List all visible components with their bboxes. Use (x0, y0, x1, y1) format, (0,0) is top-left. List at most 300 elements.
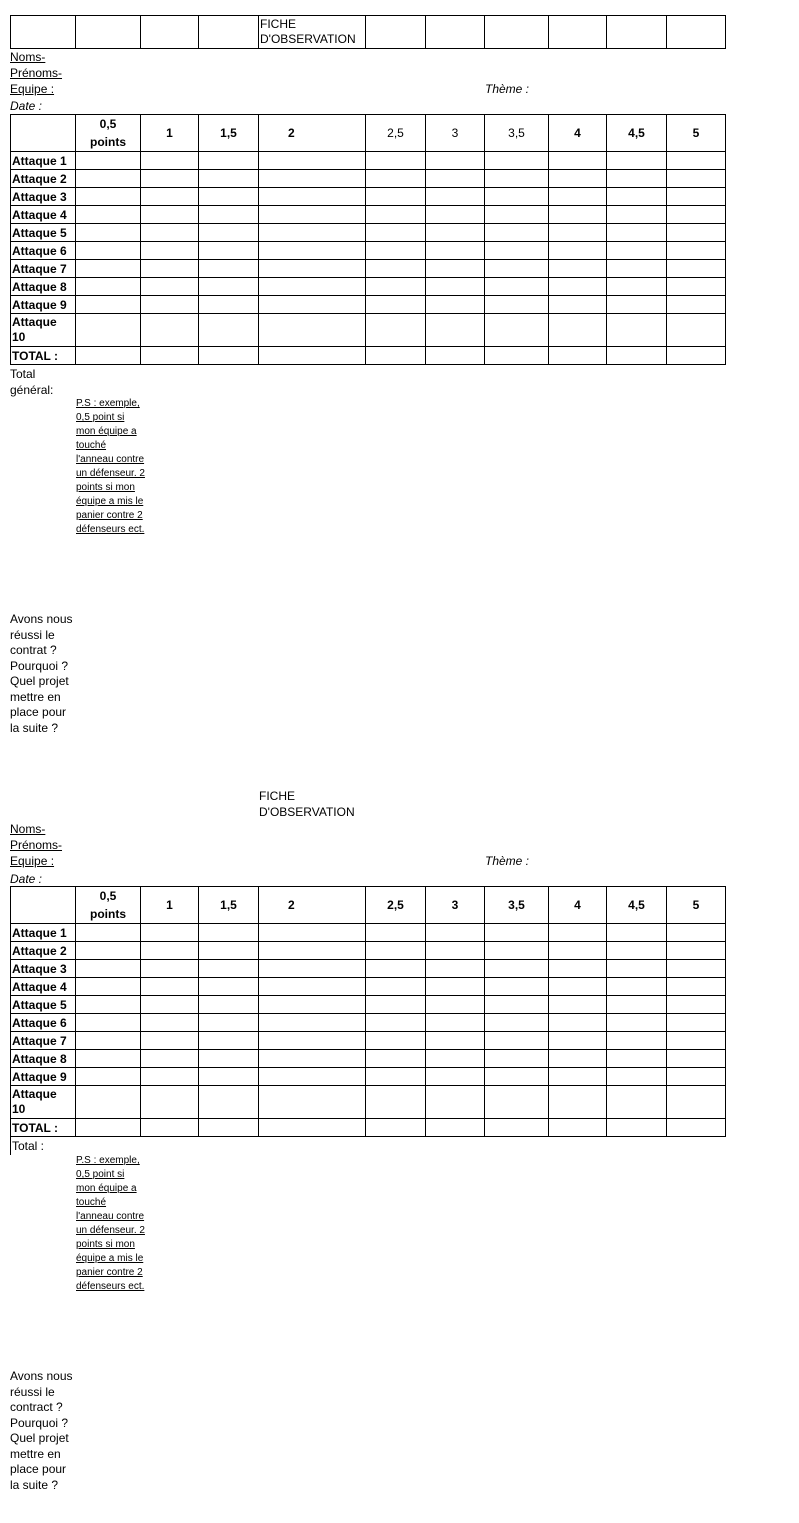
empty-cell[interactable] (11, 16, 76, 49)
score-cell[interactable] (141, 1032, 199, 1050)
empty-cell[interactable] (607, 16, 667, 49)
score-cell[interactable] (607, 1032, 667, 1050)
score-cell[interactable] (259, 347, 366, 365)
score-cell[interactable] (141, 942, 199, 960)
score-cell[interactable] (199, 296, 259, 314)
score-cell[interactable] (366, 242, 426, 260)
score-cell[interactable] (607, 942, 667, 960)
table-row (11, 296, 726, 314)
sheet-title-line-1: FICHE (259, 789, 295, 803)
score-cell[interactable] (141, 960, 199, 978)
score-cell[interactable] (259, 188, 366, 206)
total-label: TOTAL : (11, 1119, 76, 1137)
score-cell[interactable] (76, 1050, 141, 1068)
score-cell[interactable] (259, 960, 366, 978)
score-cell[interactable] (366, 206, 426, 224)
score-cell[interactable] (485, 1068, 549, 1086)
row-label: Attaque 3 (11, 188, 76, 206)
score-cell[interactable] (426, 1032, 485, 1050)
score-cell[interactable] (141, 224, 199, 242)
score-cell[interactable] (607, 1086, 667, 1119)
score-cell[interactable] (199, 924, 259, 942)
column-header: 1,5 (199, 115, 259, 152)
column-header: 4 (549, 115, 607, 152)
row-label: Attaque 10 (11, 1086, 76, 1119)
score-cell[interactable] (366, 224, 426, 242)
table-row (11, 996, 726, 1014)
score-cell[interactable] (259, 978, 366, 996)
score-cell[interactable] (366, 260, 426, 278)
column-header: 2,5 (366, 887, 426, 924)
score-cell[interactable] (199, 978, 259, 996)
empty-cell[interactable] (426, 16, 485, 49)
score-cell[interactable] (366, 347, 426, 365)
score-cell[interactable] (141, 1068, 199, 1086)
score-cell[interactable] (426, 960, 485, 978)
score-cell[interactable] (366, 1014, 426, 1032)
score-cell[interactable] (76, 347, 141, 365)
score-cell[interactable] (485, 314, 549, 347)
score-cell[interactable] (259, 314, 366, 347)
score-cell[interactable] (549, 960, 607, 978)
score-cell[interactable] (76, 314, 141, 347)
noms-label: Noms- (10, 822, 46, 836)
score-cell[interactable] (607, 996, 667, 1014)
total-cell-border (10, 1137, 11, 1155)
score-cell[interactable] (259, 1014, 366, 1032)
score-cell[interactable] (426, 152, 485, 170)
table-row (11, 260, 726, 278)
row-label: Attaque 5 (11, 996, 76, 1014)
score-cell[interactable] (667, 1032, 726, 1050)
total-label: TOTAL : (11, 347, 76, 365)
score-cell[interactable] (141, 170, 199, 188)
total-general-label: Total (10, 367, 36, 381)
row-label: Attaque 9 (11, 296, 76, 314)
empty-cell[interactable] (549, 16, 607, 49)
score-cell[interactable] (607, 347, 667, 365)
score-cell[interactable] (549, 978, 607, 996)
score-cell[interactable] (76, 1086, 141, 1119)
score-cell[interactable] (141, 152, 199, 170)
score-cell[interactable] (76, 978, 141, 996)
score-cell[interactable] (667, 206, 726, 224)
score-cell[interactable] (366, 1032, 426, 1050)
date-label: Date : (10, 872, 43, 886)
row-label: Attaque 1 (11, 924, 76, 942)
score-cell[interactable] (366, 978, 426, 996)
score-cell[interactable] (667, 1068, 726, 1086)
score-cell[interactable] (607, 188, 667, 206)
score-cell[interactable] (141, 206, 199, 224)
score-cell[interactable] (485, 242, 549, 260)
score-cell[interactable] (366, 1086, 426, 1119)
corner-cell (11, 115, 76, 152)
score-cell[interactable] (259, 152, 366, 170)
score-cell[interactable] (549, 260, 607, 278)
date-label: Date : (10, 99, 43, 113)
questions-text: Avons nous réussi le contract ? Pourquoi ? Quel projet mettre en place pour la suite ? (10, 1369, 73, 1492)
score-cell[interactable] (426, 314, 485, 347)
score-cell[interactable] (259, 1086, 366, 1119)
prenoms-label: Prénoms- (10, 66, 63, 80)
score-cell[interactable] (667, 296, 726, 314)
score-cell[interactable] (366, 278, 426, 296)
score-cell[interactable] (549, 188, 607, 206)
score-cell[interactable] (199, 242, 259, 260)
score-cell[interactable] (549, 170, 607, 188)
score-cell[interactable] (485, 924, 549, 942)
score-cell[interactable] (426, 1068, 485, 1086)
score-cell[interactable] (485, 260, 549, 278)
score-cell[interactable] (426, 1086, 485, 1119)
score-cell[interactable] (607, 978, 667, 996)
score-cell[interactable] (549, 1032, 607, 1050)
score-cell[interactable] (485, 1086, 549, 1119)
score-cell[interactable] (607, 960, 667, 978)
score-cell[interactable] (485, 188, 549, 206)
row-label: Attaque 6 (11, 1014, 76, 1032)
score-cell[interactable] (549, 278, 607, 296)
score-cell[interactable] (485, 206, 549, 224)
score-cell[interactable] (426, 1050, 485, 1068)
row-label: Attaque 3 (11, 960, 76, 978)
score-cell[interactable] (76, 942, 141, 960)
score-cell[interactable] (607, 260, 667, 278)
score-cell[interactable] (667, 152, 726, 170)
score-cell[interactable] (426, 260, 485, 278)
score-cell[interactable] (607, 278, 667, 296)
score-cell[interactable] (549, 924, 607, 942)
score-cell[interactable] (259, 942, 366, 960)
score-cell[interactable] (141, 978, 199, 996)
column-header: 5 (667, 115, 726, 152)
score-cell[interactable] (667, 942, 726, 960)
score-cell[interactable] (485, 978, 549, 996)
score-cell[interactable] (141, 924, 199, 942)
score-cell[interactable] (426, 188, 485, 206)
score-cell[interactable] (141, 1050, 199, 1068)
score-cell[interactable] (259, 224, 366, 242)
score-cell[interactable] (76, 242, 141, 260)
score-cell[interactable] (366, 314, 426, 347)
score-cell[interactable] (366, 188, 426, 206)
score-cell[interactable] (549, 347, 607, 365)
score-cell[interactable] (607, 242, 667, 260)
score-cell[interactable] (259, 260, 366, 278)
score-cell[interactable] (141, 260, 199, 278)
score-cell[interactable] (199, 996, 259, 1014)
score-cell[interactable] (667, 314, 726, 347)
score-cell[interactable] (259, 1068, 366, 1086)
score-cell[interactable] (366, 296, 426, 314)
title-line-1: FICHE (260, 17, 296, 31)
table-row (11, 942, 726, 960)
score-cell[interactable] (199, 1032, 259, 1050)
score-cell[interactable] (607, 296, 667, 314)
empty-cell[interactable] (199, 16, 259, 49)
score-cell[interactable] (366, 152, 426, 170)
score-cell[interactable] (549, 996, 607, 1014)
title-line-2: D'OBSERVATION (260, 32, 356, 46)
table-row (11, 152, 726, 170)
score-cell[interactable] (607, 1119, 667, 1137)
score-cell[interactable] (199, 1119, 259, 1137)
score-cell[interactable] (426, 242, 485, 260)
column-header: 2 (259, 887, 366, 924)
score-cell[interactable] (485, 224, 549, 242)
score-cell[interactable] (199, 347, 259, 365)
row-label: Attaque 8 (11, 278, 76, 296)
score-cell[interactable] (607, 1068, 667, 1086)
score-cell[interactable] (141, 278, 199, 296)
score-cell[interactable] (259, 242, 366, 260)
score-cell[interactable] (549, 1068, 607, 1086)
column-header: 5 (667, 887, 726, 924)
score-cell[interactable] (76, 188, 141, 206)
score-cell[interactable] (199, 206, 259, 224)
score-cell[interactable] (667, 347, 726, 365)
score-cell[interactable] (141, 996, 199, 1014)
table-row (11, 1014, 726, 1032)
score-cell[interactable] (141, 242, 199, 260)
score-cell[interactable] (426, 996, 485, 1014)
equipe-label: Equipe : (10, 854, 55, 868)
score-cell[interactable] (667, 1050, 726, 1068)
score-cell[interactable] (426, 347, 485, 365)
row-label: Attaque 9 (11, 1068, 76, 1086)
score-cell[interactable] (667, 260, 726, 278)
score-cell[interactable] (259, 996, 366, 1014)
row-label: Attaque 1 (11, 152, 76, 170)
column-header: 3,5 (485, 887, 549, 924)
column-header: 3 (426, 887, 485, 924)
score-cell[interactable] (199, 1086, 259, 1119)
score-cell[interactable] (607, 152, 667, 170)
score-cell[interactable] (76, 206, 141, 224)
score-cell[interactable] (259, 1050, 366, 1068)
score-cell[interactable] (76, 224, 141, 242)
column-header: 4,5 (607, 115, 667, 152)
score-cell[interactable] (366, 924, 426, 942)
equipe-label: Equipe : (10, 82, 55, 96)
score-cell[interactable] (199, 1014, 259, 1032)
score-cell[interactable] (76, 924, 141, 942)
score-cell[interactable] (426, 978, 485, 996)
table-row (11, 960, 726, 978)
scoring-table (10, 886, 726, 1137)
score-cell[interactable] (549, 1086, 607, 1119)
score-cell[interactable] (667, 1086, 726, 1119)
row-label: Attaque 8 (11, 1050, 76, 1068)
score-cell[interactable] (199, 1068, 259, 1086)
score-cell[interactable] (549, 942, 607, 960)
score-cell[interactable] (76, 1068, 141, 1086)
ps-note: P.S : exemple, 0,5 point si mon équipe a touché l'anneau contre un défenseur. 2 points si mon équipe a mis le panier contre 2 défenseurs ect. (76, 1155, 145, 1292)
empty-cell[interactable] (76, 16, 141, 49)
score-cell[interactable] (426, 942, 485, 960)
score-cell[interactable] (141, 1119, 199, 1137)
score-cell[interactable] (485, 942, 549, 960)
score-cell[interactable] (426, 206, 485, 224)
score-cell[interactable] (667, 1119, 726, 1137)
total-row (11, 1119, 726, 1137)
score-cell[interactable] (199, 260, 259, 278)
noms-label: Noms- (10, 50, 46, 64)
row-label: Attaque 7 (11, 260, 76, 278)
score-cell[interactable] (607, 314, 667, 347)
score-cell[interactable] (199, 152, 259, 170)
score-cell[interactable] (141, 188, 199, 206)
score-cell[interactable] (667, 170, 726, 188)
score-cell[interactable] (426, 170, 485, 188)
score-cell[interactable] (76, 296, 141, 314)
header-row (11, 887, 726, 924)
score-cell[interactable] (199, 942, 259, 960)
column-header: 2 (259, 115, 366, 152)
score-cell[interactable] (426, 278, 485, 296)
column-header: 3 (426, 115, 485, 152)
score-cell[interactable] (426, 296, 485, 314)
sheet-title (259, 16, 366, 49)
score-cell[interactable] (199, 224, 259, 242)
score-cell[interactable] (259, 1032, 366, 1050)
score-cell[interactable] (667, 924, 726, 942)
score-cell[interactable] (485, 278, 549, 296)
table-row (11, 188, 726, 206)
score-cell[interactable] (199, 278, 259, 296)
score-cell[interactable] (76, 1032, 141, 1050)
score-cell[interactable] (667, 960, 726, 978)
score-cell[interactable] (549, 296, 607, 314)
score-cell[interactable] (485, 170, 549, 188)
table-row (11, 1068, 726, 1086)
score-cell[interactable] (426, 224, 485, 242)
score-cell[interactable] (76, 1119, 141, 1137)
scoring-table (10, 114, 726, 365)
score-cell[interactable] (549, 242, 607, 260)
score-cell[interactable] (607, 206, 667, 224)
score-cell[interactable] (607, 1050, 667, 1068)
score-cell[interactable] (485, 1032, 549, 1050)
empty-cell[interactable] (667, 16, 726, 49)
score-cell[interactable] (76, 1014, 141, 1032)
score-cell[interactable] (607, 1014, 667, 1032)
table-row (11, 278, 726, 296)
score-cell[interactable] (485, 347, 549, 365)
score-cell[interactable] (76, 996, 141, 1014)
column-header: 2,5 (366, 115, 426, 152)
score-cell[interactable] (667, 188, 726, 206)
title-row-table (10, 15, 726, 49)
score-cell[interactable] (607, 170, 667, 188)
sheet-title-line-2: D'OBSERVATION (259, 805, 355, 819)
score-cell[interactable] (76, 260, 141, 278)
score-cell[interactable] (549, 224, 607, 242)
score-cell[interactable] (141, 1086, 199, 1119)
score-cell[interactable] (485, 960, 549, 978)
score-cell[interactable] (485, 1050, 549, 1068)
score-cell[interactable] (199, 960, 259, 978)
score-cell[interactable] (141, 296, 199, 314)
score-cell[interactable] (485, 296, 549, 314)
score-cell[interactable] (549, 1050, 607, 1068)
table-row (11, 314, 726, 347)
score-cell[interactable] (199, 314, 259, 347)
score-cell[interactable] (366, 170, 426, 188)
score-cell[interactable] (549, 152, 607, 170)
score-cell[interactable] (667, 978, 726, 996)
score-cell[interactable] (141, 314, 199, 347)
score-cell[interactable] (667, 278, 726, 296)
score-cell[interactable] (607, 924, 667, 942)
score-cell[interactable] (259, 170, 366, 188)
score-cell[interactable] (199, 188, 259, 206)
score-cell[interactable] (259, 924, 366, 942)
score-cell[interactable] (76, 278, 141, 296)
score-cell[interactable] (549, 1119, 607, 1137)
score-cell[interactable] (141, 1014, 199, 1032)
table-row (11, 1032, 726, 1050)
score-cell[interactable] (259, 296, 366, 314)
score-cell[interactable] (667, 242, 726, 260)
score-cell[interactable] (667, 996, 726, 1014)
score-cell[interactable] (259, 1119, 366, 1137)
corner-cell (11, 887, 76, 924)
table-row (11, 170, 726, 188)
empty-cell[interactable] (366, 16, 426, 49)
score-cell[interactable] (549, 1014, 607, 1032)
ps-note: P.S : exemple, 0,5 point si mon équipe a touché l'anneau contre un défenseur. 2 points si mon équipe a mis le panier contre 2 défenseurs ect. (76, 398, 145, 535)
score-cell[interactable] (549, 314, 607, 347)
score-cell[interactable] (485, 152, 549, 170)
score-cell[interactable] (141, 347, 199, 365)
table-row (11, 924, 726, 942)
score-cell[interactable] (259, 206, 366, 224)
row-label: Attaque 2 (11, 170, 76, 188)
score-cell[interactable] (366, 942, 426, 960)
score-cell[interactable] (607, 224, 667, 242)
score-cell[interactable] (549, 206, 607, 224)
score-cell[interactable] (366, 996, 426, 1014)
score-cell[interactable] (259, 278, 366, 296)
score-cell[interactable] (426, 1119, 485, 1137)
empty-cell[interactable] (141, 16, 199, 49)
score-cell[interactable] (366, 1068, 426, 1086)
score-cell[interactable] (485, 1119, 549, 1137)
score-cell[interactable] (667, 224, 726, 242)
score-cell[interactable] (366, 1050, 426, 1068)
score-cell[interactable] (426, 924, 485, 942)
score-cell[interactable] (426, 1014, 485, 1032)
table-row (11, 224, 726, 242)
score-cell[interactable] (76, 170, 141, 188)
row-label: Attaque 4 (11, 206, 76, 224)
score-cell[interactable] (485, 1014, 549, 1032)
score-cell[interactable] (366, 1119, 426, 1137)
score-cell[interactable] (76, 152, 141, 170)
score-cell[interactable] (366, 960, 426, 978)
empty-cell[interactable] (485, 16, 549, 49)
score-cell[interactable] (667, 1014, 726, 1032)
score-cell[interactable] (76, 960, 141, 978)
score-cell[interactable] (199, 170, 259, 188)
score-cell[interactable] (199, 1050, 259, 1068)
questions-text: Avons nous réussi le contrat ? Pourquoi ? Quel projet mettre en place pour la suite ? (10, 612, 73, 735)
row-label: Attaque 6 (11, 242, 76, 260)
score-cell[interactable] (485, 996, 549, 1014)
table-row (11, 242, 726, 260)
